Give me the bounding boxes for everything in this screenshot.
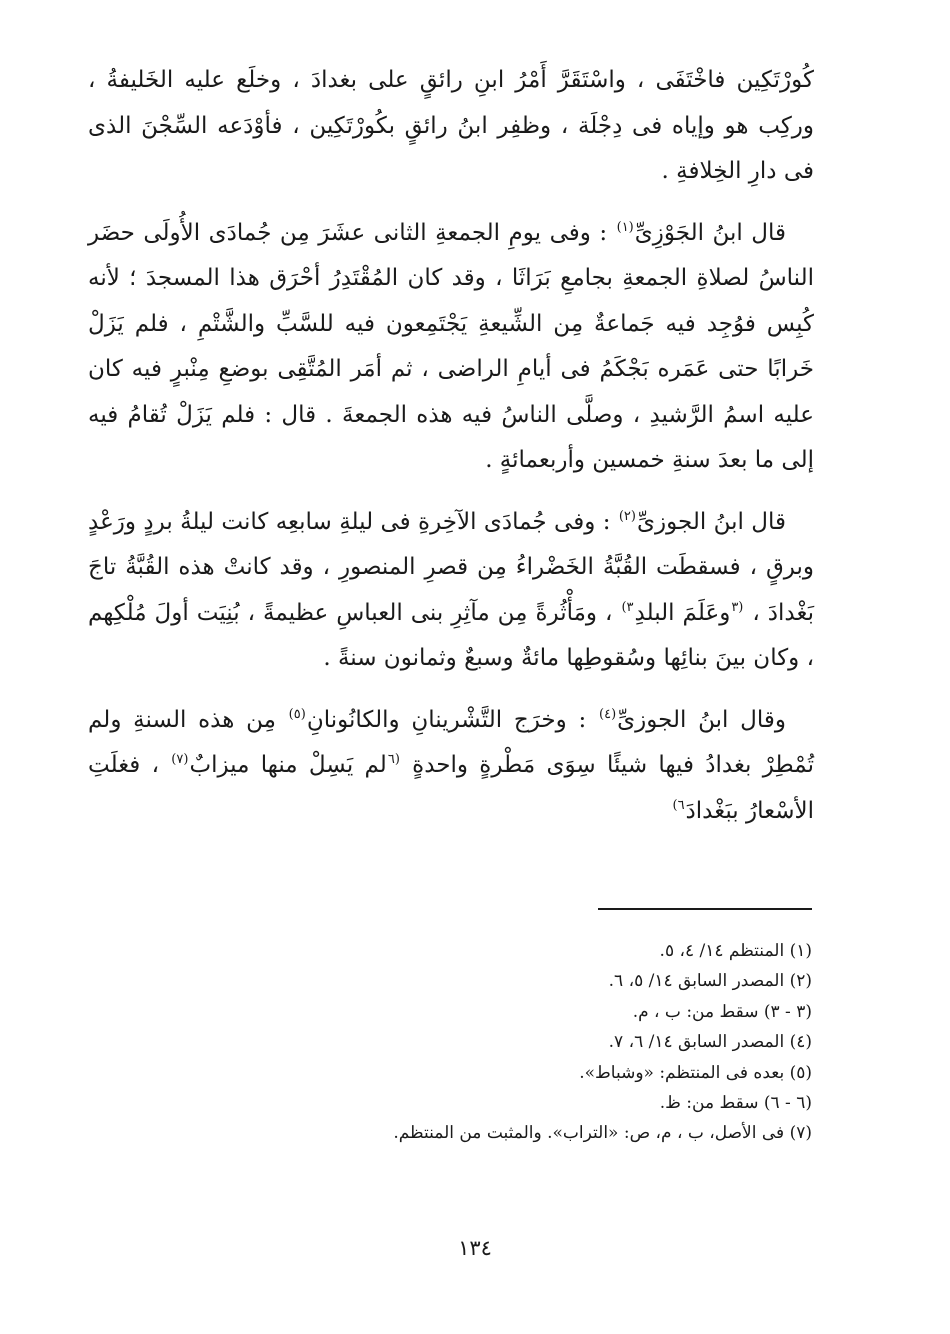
footnote-ref-marker: (٢) (618, 508, 636, 524)
footnote: (٣ - ٣) سقط من: ب ، م. (632, 1001, 812, 1022)
footnote: (٥) بعده فى المنتظم: «وشباط». (579, 1062, 812, 1083)
paragraph-text: وقال ابنُ الجوزىِّ (617, 706, 786, 733)
paragraph-text: قال ابنُ الجوزىِّ (636, 508, 787, 535)
body-paragraph (88, 211, 814, 484)
paragraph-text: قال ابنُ الجَوْزِىِّ (634, 219, 786, 246)
body-paragraph (88, 58, 814, 195)
footnote-ref-marker: ٣) (621, 599, 634, 615)
footnote: (٧) فى الأصل، ب ، م، ص: «التراب». والمثبت من المنتظم. (393, 1123, 812, 1144)
paragraph-text: : وفى يومِ الجمعةِ الثانى عشَرَ مِن جُمادَى الأُولَى حضَر الناسُ لصلاةِ الجمعةِ بجامعِ بَرَاثَا ، وقد كان المُقْتَدِرُ أحْرَق هذا المسجدَ ؛ لأنه كُبِس فوُجِد فيه جَماعةٌ مِن الشِّيعةِ يَجْتَمِعون فيه للسَّبِّ والشَّتْمِ ، فلم يَزَلْ خَرابًا حتى عَمَره بَجْكَمُ فى أيامِ الراضى ، ثم أمَر المُتَّقِى بوضعِ مِنْبرٍ فيه كان عليه اسمُ الرَّشيدِ ، وصلَّى الناسُ فيه هذه الجمعةَ . قال : فلم يَزَلْ تُقامُ فيه إلى ما بعدَ سنةِ خمسين وأربعمائةٍ . (88, 219, 814, 473)
footnotes-list (300, 936, 812, 1149)
page-number: ١٣٤ (458, 1236, 492, 1260)
footnote: (٢) المصدر السابق ١٤/ ٥، ٦. (608, 971, 812, 992)
body-paragraph (88, 500, 814, 682)
footnote-ref-marker: (٥) (288, 706, 306, 722)
footnote-ref-marker: (٦ (387, 752, 400, 767)
footnote: (١) المنتظم ١٤/ ٤، ٥. (659, 941, 812, 961)
footnote-ref-marker: (٧) (171, 752, 189, 767)
page-body (88, 58, 814, 834)
footnote-ref-marker: (٣ (731, 599, 744, 615)
paragraph-text: كُورْتَكِين فاخْتَفَى ، واسْتَقَرَّ أَمْرُ ابنِ رائقٍ على بغدادَ ، وخلَع عليه الخَليفةُ ، وركِب هو وإياه فى دِجْلَة ، وظفِر ابنُ رائقٍ بكُورْتَكِين ، فأوْدَعه السِّجْنَ الذى فى دارِ الخِلافةِ . (88, 67, 814, 184)
paragraph-text: : وخرَج التَّشْرينانِ والكانُونانِ (306, 706, 598, 733)
footnote: (٦ - ٦) سقط من: ظ. (659, 1093, 812, 1114)
footnote-ref-marker: (١) (616, 219, 634, 235)
footnote-ref-marker: ٦) (672, 797, 685, 813)
paragraph-text: ، فغلَتِ الأسْعارُ ببَغْدادَ (88, 752, 814, 824)
paragraph-text: لم يَسِلْ منها ميزابٌ (189, 752, 387, 778)
paragraph-text: ، ومَأْثُرةً مِن مآثِرِ بنى العباسِ عظيمةً ، بُنِيَت أولَ مُلْكِهم ، وكان بينَ بنائِها وسُقوطِها مائةٌ وسبعٌ وثمانون سنةً . (88, 599, 814, 671)
footnote-ref-marker: (٤) (599, 706, 617, 722)
footnote: (٤) المصدر السابق ١٤/ ٦، ٧. (608, 1032, 812, 1053)
footnote-separator (598, 908, 812, 910)
paragraph-text: : وفى جُمادَى الآخِرةِ فى ليلةِ سابعِه كانت ليلةُ بردٍ ورَعْدٍ وبرقٍ ، فسقطَت القُبَّةُ الخَضْراءُ مِن قصرِ المنصورِ ، وقد كانتْ هذه القُبَّةُ تاجَ بَغْدادَ ، (88, 508, 814, 626)
paragraph-text: مِن هذه السنةِ ولم تُمْطِرْ بغدادُ فيها شيئًا سِوَى مَطْرةٍ واحدةٍ (88, 706, 814, 778)
paragraph-text: وعَلَمَ البلدِ (634, 599, 731, 626)
body-paragraph (88, 698, 814, 835)
